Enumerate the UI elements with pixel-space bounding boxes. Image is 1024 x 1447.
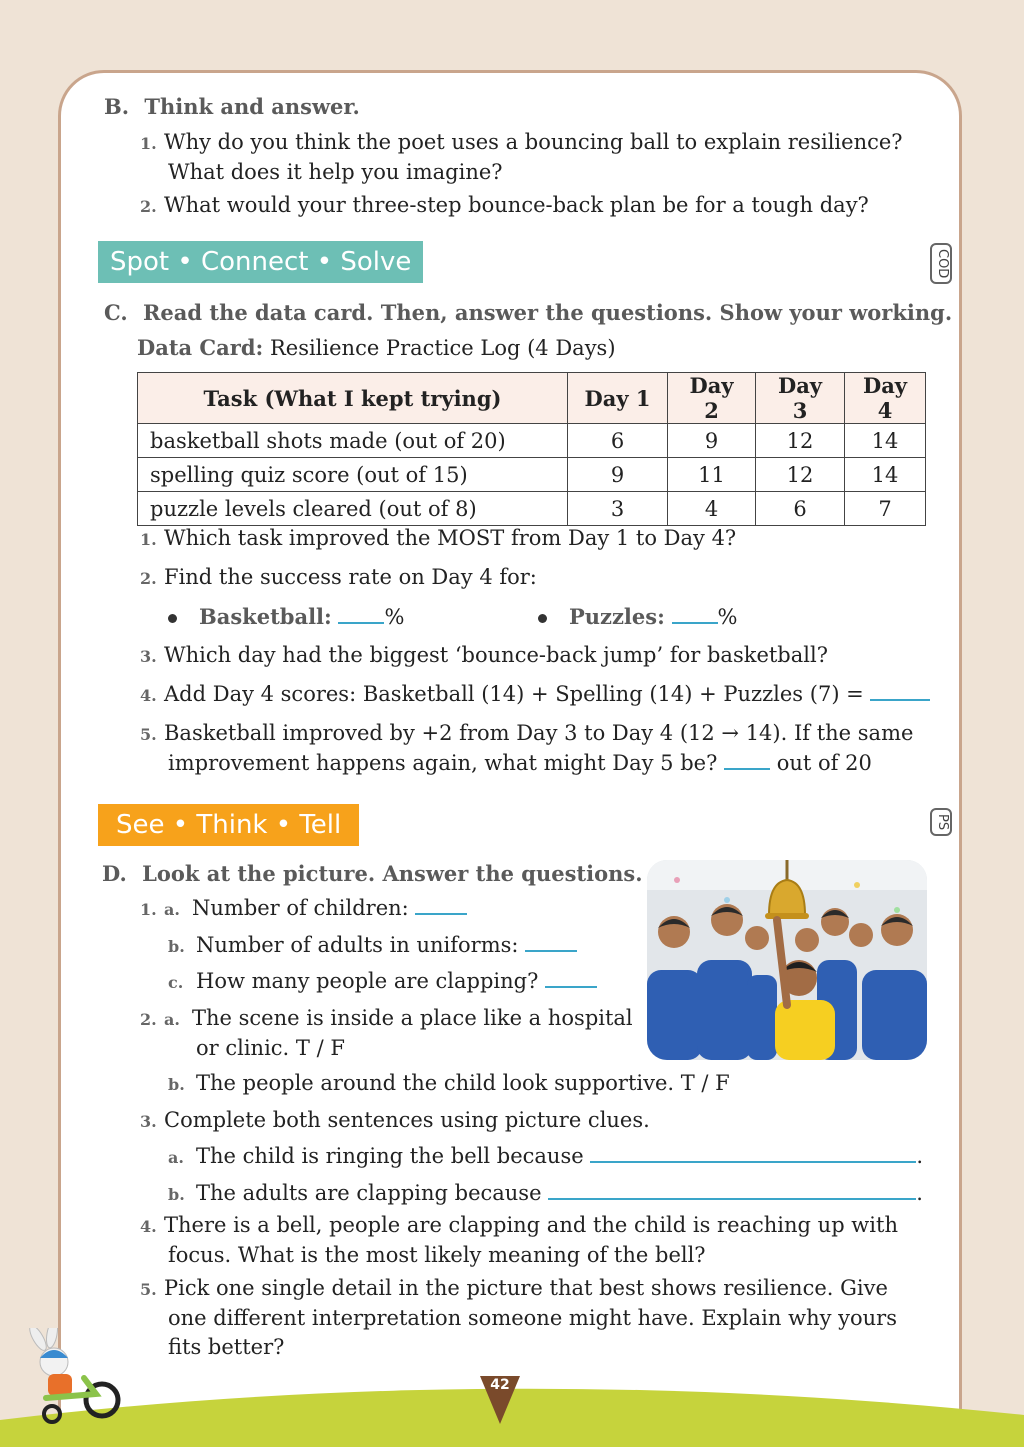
data-table	[137, 372, 926, 526]
question-c5: 5. Basketball improved by +2 from Day 3 to Day 4 (12 → 14). If the same improvement happens again, what might Day 5 be? out of 20	[140, 721, 914, 775]
question-c4: 4. Add Day 4 scores: Basketball (14) + Spelling (14) + Puzzles (7) =	[140, 680, 930, 710]
bullet-basketball: Basketball: %	[168, 602, 404, 632]
answer-blank[interactable]	[338, 604, 384, 624]
section-title: Think and answer.	[144, 94, 360, 119]
bullet-puzzles: Puzzles: %	[538, 602, 737, 632]
banner-spot-connect-solve: Spot • Connect • Solve	[98, 241, 423, 283]
question-d4: 4. There is a bell, people are clapping and the child is reaching up with focus. What is the most likely meaning of the bell?	[140, 1213, 898, 1267]
page-number: 42	[490, 1377, 510, 1393]
answer-blank[interactable]	[545, 968, 597, 988]
bullet-icon	[168, 614, 177, 623]
celebration-photo	[647, 860, 927, 1060]
photo-illustration	[647, 860, 927, 1060]
bunny-on-tricycle-icon	[22, 1328, 126, 1426]
side-tag-cod: COD	[930, 243, 952, 284]
data-card-title: Data Card: Resilience Practice Log (4 Days)	[137, 335, 616, 360]
section-d-heading: D. Look at the picture. Answer the questions.	[102, 861, 643, 886]
question-d2a: 2. a. The scene is inside a place like a hospital or clinic. T / F	[140, 1006, 633, 1060]
question-b2: 2. What would your three-step bounce-back plan be for a tough day?	[140, 193, 869, 217]
answer-blank[interactable]	[415, 895, 467, 915]
question-d3: 3. Complete both sentences using picture clues.	[140, 1108, 650, 1132]
answer-blank[interactable]	[870, 681, 930, 701]
banner-see-think-tell: See • Think • Tell	[98, 804, 359, 846]
answer-blank[interactable]	[525, 932, 577, 952]
question-d1a: 1. a. Number of children:	[140, 894, 467, 924]
question-d2b: b. The people around the child look supportive. T / F	[168, 1071, 730, 1095]
answer-line[interactable]	[590, 1143, 916, 1163]
table-row: spelling quiz score (out of 15) 9 11 12 14	[138, 458, 926, 492]
question-d1b: b. Number of adults in uniforms:	[168, 931, 577, 961]
section-c-heading: C. Read the data card. Then, answer the questions. Show your working.	[104, 300, 953, 325]
question-d3b: b. The adults are clapping because .	[168, 1181, 923, 1205]
question-d5: 5. Pick one single detail in the picture that best shows resilience. Give one different interpretation someone might have. Explain why yours fits better?	[140, 1276, 897, 1359]
side-tag-ps: PS	[930, 808, 952, 836]
section-b-heading	[104, 94, 360, 119]
section-letter: B.	[104, 94, 130, 119]
question-c1: 1. Which task improved the MOST from Day 1 to Day 4?	[140, 526, 737, 550]
bullet-icon	[538, 614, 547, 623]
answer-blank[interactable]	[672, 604, 718, 624]
table-row: puzzle levels cleared (out of 8) 3 4 6 7	[138, 492, 926, 526]
question-d1c: c. How many people are clapping?	[168, 967, 597, 997]
answer-blank[interactable]	[724, 750, 770, 770]
table-row: basketball shots made (out of 20) 6 9 12 14	[138, 424, 926, 458]
question-b1: 1. Why do you think the poet uses a bouncing ball to explain resilience? What does it help you imagine?	[140, 130, 903, 184]
question-c2: 2. Find the success rate on Day 4 for:	[140, 565, 537, 589]
table-header-row: Task (What I kept trying) Day 1 Day 2 Day 3 Day 4	[138, 373, 926, 424]
answer-line[interactable]	[548, 1180, 916, 1200]
question-d3a: a. The child is ringing the bell because .	[168, 1144, 924, 1168]
question-c3: 3. Which day had the biggest ‘bounce-back jump’ for basketball?	[140, 643, 828, 667]
